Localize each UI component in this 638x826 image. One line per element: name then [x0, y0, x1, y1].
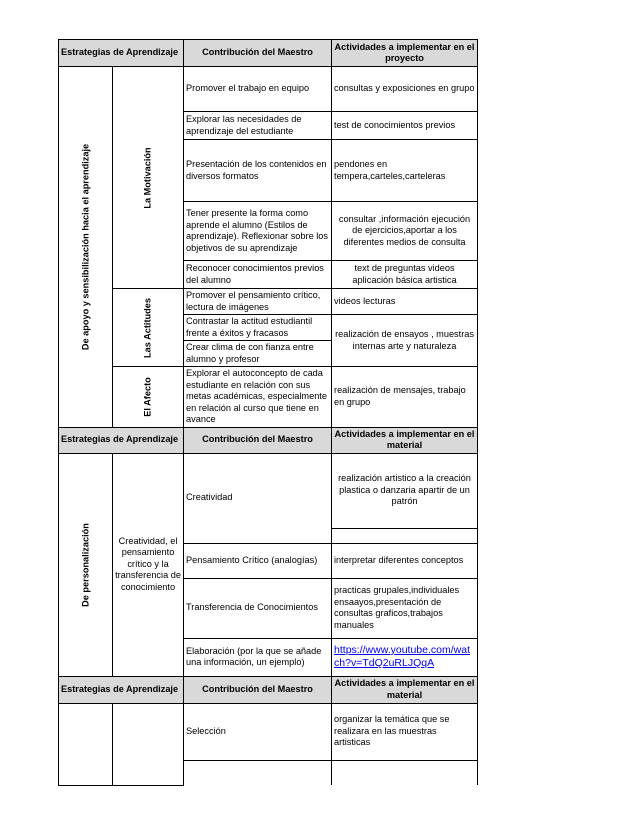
section1-header-row [59, 40, 478, 67]
contribution-cell: Crear clima de con fianza entre alumno y profesor [184, 341, 332, 367]
activity-cell: realización artistico a la creación plastica o danzaria apartir de un patrón [332, 453, 478, 528]
contribution-cell: Promover el pensamiento crítico, lectura de imágenes [184, 289, 332, 315]
contribution-cell: Explorar las necesidades de aprendizaje del estudiante [184, 112, 332, 140]
contribution-cell: Explorar el autoconcepto de cada estudiante en relación con sus metas académicas, especialmente en relación al curso que tiene en avance [184, 367, 332, 428]
contribution-cell: Creatividad [184, 453, 332, 543]
activity-cell: test de conocimientos previos [332, 112, 478, 140]
table-row [59, 453, 478, 528]
group-label: De apoyo y sensibilización hacia el aprendizaje [79, 143, 90, 350]
youtube-link[interactable]: https://www.youtube.com/watch?v=TdQ2uRLJQqA [334, 643, 470, 669]
activity-cell-empty [332, 760, 478, 785]
sub-label-afecto: El Afecto [142, 377, 153, 417]
activity-cell: pendones en tempera,carteles,carteleras [332, 140, 478, 202]
group-label-cell [59, 703, 113, 785]
header-activities: Actividades a implementar en el material [332, 676, 478, 703]
activity-cell [332, 638, 478, 676]
contribution-cell: Pensamiento Crítico (analogías) [184, 543, 332, 578]
activity-cell: organizar la temática que se realizara en las muestras artisticas [332, 703, 478, 760]
section3-header-row [59, 676, 478, 703]
sub-label-cell [113, 289, 184, 367]
activity-cell: consultas y exposiciones en grupo [332, 67, 478, 112]
header-strategies: Estrategias de Aprendizaje [59, 676, 184, 703]
contribution-cell: Promover el trabajo en equipo [184, 67, 332, 112]
table-row [59, 67, 478, 112]
header-contribution: Contribución del Maestro [184, 427, 332, 453]
header-strategies: Estrategias de Aprendizaje [59, 427, 184, 453]
contribution-cell-empty [184, 760, 332, 785]
strategies-table [58, 39, 478, 786]
table-row [59, 703, 478, 760]
contribution-cell: Elaboración (por la que se añade una información, un ejemplo) [184, 638, 332, 676]
group-label: De personalización [79, 522, 90, 607]
contribution-cell: Presentación de los contenidos en diversos formatos [184, 140, 332, 202]
contribution-cell: Tener presente la forma como aprende el alumno (Estilos de aprendizaje). Reflexionar sobre los objetivos de su aprendizaje [184, 202, 332, 261]
contribution-cell: Reconocer conocimientos previos del alumno [184, 261, 332, 289]
activity-cell: realización de ensayos , muestras internas arte y naturaleza [332, 315, 478, 367]
sub-label-cell [113, 367, 184, 428]
activity-cell: practicas grupales,individuales ensaayos,presentación de consultas graficos,trabajos manuales [332, 578, 478, 638]
table-row [59, 289, 478, 315]
header-activities: Actividades a implementar en el proyecto [332, 40, 478, 67]
activity-cell: realización de mensajes, trabajo en grupo [332, 367, 478, 428]
group-label-cell [59, 67, 113, 428]
header-contribution: Contribución del Maestro [184, 40, 332, 67]
sub-label-motivacion: La Motivación [142, 146, 153, 209]
activity-cell: text de preguntas videos aplicación básica artistica [332, 261, 478, 289]
activity-cell-empty [332, 528, 478, 543]
section2-header-row [59, 427, 478, 453]
sub-label-actitudes: Las Actitudes [142, 297, 153, 358]
activity-cell: interpretar diferentes conceptos [332, 543, 478, 578]
activity-cell: videos lecturas [332, 289, 478, 315]
contribution-cell: Transferencia de Conocimientos [184, 578, 332, 638]
sub-label-cell [113, 67, 184, 289]
header-contribution: Contribución del Maestro [184, 676, 332, 703]
contribution-cell: Selección [184, 703, 332, 760]
sub-label-cell [113, 703, 184, 785]
group-label-cell [59, 453, 113, 676]
activity-cell: consultar ,información ejecución de ejercicios,aportar a los diferentes medios de consulta [332, 202, 478, 261]
table-row [59, 367, 478, 428]
header-strategies: Estrategias de Aprendizaje [59, 40, 184, 67]
sub-label-cell: Creatividad, el pensamiento crítico y la transferencia de conocimiento [113, 453, 184, 676]
header-activities: Actividades a implementar en el material [332, 427, 478, 453]
contribution-cell: Contrastar la actitud estudiantil frente a éxitos y fracasos [184, 315, 332, 341]
